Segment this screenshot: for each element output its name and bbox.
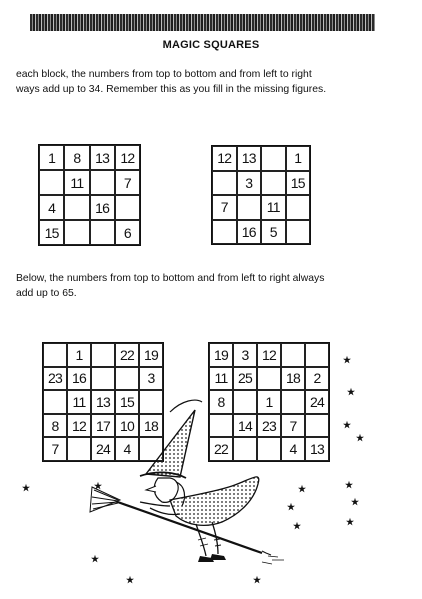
star-icon <box>253 576 261 584</box>
square-cell: 2 <box>305 367 329 391</box>
square-cell: 8 <box>43 414 67 438</box>
star-icon <box>351 498 359 506</box>
instruction-line-4: add up to 65. <box>16 288 77 299</box>
star-icon <box>347 388 355 396</box>
square-cell: 1 <box>257 390 281 414</box>
square-cell: 19 <box>139 343 163 367</box>
square-cell: 1 <box>286 146 311 171</box>
square-cell: 12 <box>212 146 237 171</box>
square-cell: 16 <box>90 195 115 220</box>
page-title: MAGIC SQUARES <box>162 39 260 51</box>
square-cell: 16 <box>237 220 262 245</box>
square-cell: 24 <box>91 437 115 461</box>
square-cell: 24 <box>305 390 329 414</box>
instruction-line-1: each block, the numbers from top to bottom and from left to right <box>16 69 312 80</box>
star-icon <box>293 522 301 530</box>
square-cell: 11 <box>209 367 233 391</box>
square-cell: 4 <box>115 437 139 461</box>
square-cell: 15 <box>115 390 139 414</box>
instruction-line-2: ways add up to 34. Remember this as you fill in the missing figures. <box>16 84 327 95</box>
square-cell: 3 <box>139 367 163 391</box>
square-cell: 6 <box>115 220 140 245</box>
square-cell: 12 <box>257 343 281 367</box>
square-cell: 15 <box>39 220 64 245</box>
star-icon <box>343 356 351 364</box>
square-cell: 1 <box>39 145 64 170</box>
star-icon <box>356 434 364 442</box>
square-cell: 13 <box>237 146 262 171</box>
square-cell: 23 <box>43 367 67 391</box>
square-cell: 25 <box>233 367 257 391</box>
square-cell: 5 <box>261 220 286 245</box>
square-cell: 12 <box>115 145 140 170</box>
star-icon <box>343 421 351 429</box>
square-cell: 13 <box>91 390 115 414</box>
star-icon <box>298 485 306 493</box>
square-cell: 11 <box>261 195 286 220</box>
square-cell: 3 <box>233 343 257 367</box>
square-cell: 22 <box>209 437 233 461</box>
witch-shoe <box>210 554 226 560</box>
witch-dress <box>170 477 259 525</box>
square-cell: 7 <box>212 195 237 220</box>
star-icon <box>346 518 354 526</box>
square-cell: 8 <box>64 145 89 170</box>
square-cell: 7 <box>281 414 305 438</box>
square-cell: 3 <box>237 171 262 196</box>
square-cell: 15 <box>286 171 311 196</box>
square-cell: 12 <box>67 414 91 438</box>
square-cell: 18 <box>139 414 163 438</box>
square-cell: 11 <box>64 170 89 195</box>
broom-bristles <box>90 487 120 512</box>
square-cell: 13 <box>90 145 115 170</box>
star-icon <box>22 484 30 492</box>
square-cell: 4 <box>39 195 64 220</box>
square-cell: 16 <box>67 367 91 391</box>
square-cell: 18 <box>281 367 305 391</box>
square-cell: 23 <box>257 414 281 438</box>
square-cell: 10 <box>115 414 139 438</box>
square-cell: 13 <box>305 437 329 461</box>
square-cell: 8 <box>209 390 233 414</box>
star-icon <box>91 555 99 563</box>
motion-lines <box>262 556 284 564</box>
star-icon <box>345 481 353 489</box>
star-icon <box>287 503 295 511</box>
square-cell: 7 <box>43 437 67 461</box>
square-cell: 22 <box>115 343 139 367</box>
square-cell: 14 <box>233 414 257 438</box>
square-cell: 7 <box>115 170 140 195</box>
witch-hat <box>146 410 195 477</box>
square-cell: 19 <box>209 343 233 367</box>
square-cell: 4 <box>281 437 305 461</box>
instruction-line-3: Below, the numbers from top to bottom and from left to right always <box>16 273 325 284</box>
square-cell: 1 <box>67 343 91 367</box>
square-cell: 11 <box>67 390 91 414</box>
square-cell: 17 <box>91 414 115 438</box>
star-icon <box>126 576 134 584</box>
